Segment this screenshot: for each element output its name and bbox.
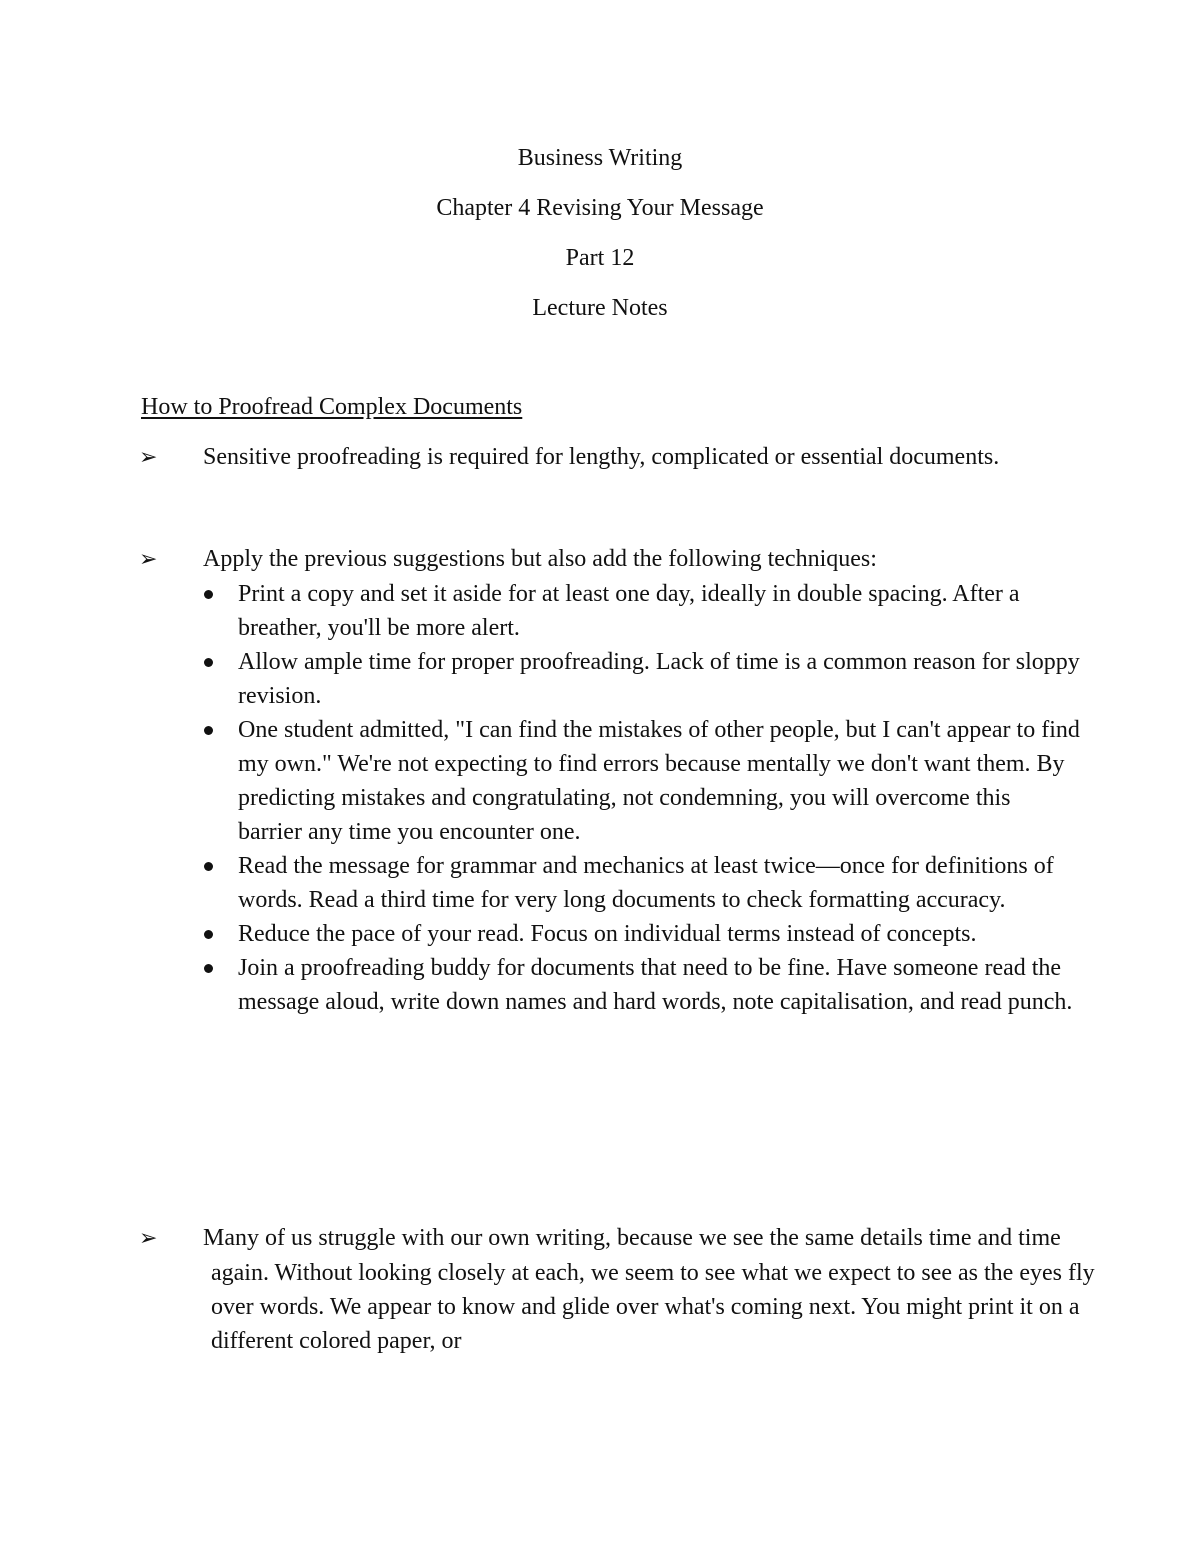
- techniques-list: [200, 577, 1080, 1019]
- point-sensitive-proofreading: [139, 440, 1111, 475]
- chapter-title: Chapter 4 Revising Your Message: [436, 195, 764, 221]
- section-heading: How to Proofread Complex Documents: [141, 394, 523, 420]
- round-bullet-icon: [204, 726, 213, 735]
- point-text: Sensitive proofreading is required for lengthy, complicated or essential documents.: [203, 444, 1000, 470]
- arrowhead-bullet-icon: ➢: [139, 445, 158, 470]
- lecture-notes-label: Lecture Notes: [532, 295, 668, 321]
- list-item: [200, 713, 1080, 849]
- point-apply-suggestions: [139, 542, 1111, 577]
- round-bullet-icon: [204, 862, 213, 871]
- arrowhead-bullet-icon: ➢: [139, 1226, 158, 1251]
- list-item-text: One student admitted, "I can find the mistakes of other people, but I can't appear to find my own." We're not expecting to find errors because mentally we don't want them. By predicting mistakes and congratulating, not condemning, you will overcome this barrier any time you encounter one.: [238, 717, 1080, 845]
- list-item-text: Print a copy and set it aside for at least one day, ideally in double spacing. After a breather, you'll be more alert.: [238, 581, 1020, 641]
- list-item-text: Read the message for grammar and mechanics at least twice—once for definitions of words. Read a third time for very long documents to check formatting accuracy.: [238, 853, 1054, 913]
- round-bullet-icon: [204, 658, 213, 667]
- list-item-text: Allow ample time for proper proofreading. Lack of time is a common reason for sloppy revision.: [238, 649, 1080, 709]
- list-item: [200, 951, 1080, 1019]
- list-item: [200, 645, 1080, 713]
- list-item: [200, 917, 1080, 951]
- round-bullet-icon: [204, 590, 213, 599]
- round-bullet-icon: [204, 964, 213, 973]
- course-title: Business Writing: [517, 145, 683, 171]
- point-text: Apply the previous suggestions but also add the following techniques:: [203, 546, 877, 572]
- list-item: [200, 577, 1080, 645]
- list-item-text: Reduce the pace of your read. Focus on individual terms instead of concepts.: [238, 921, 977, 947]
- arrowhead-bullet-icon: ➢: [139, 547, 158, 572]
- point-text: Many of us struggle with our own writing, because we see the same details time and time again. Without looking closely at each, we seem to see what we expect to see as the eyes fly over words. We appear to know and glide over what's coming next. You might print it on a different colored paper, or: [203, 1225, 1095, 1354]
- part-label: Part 12: [565, 245, 635, 271]
- list-item-text: Join a proofreading buddy for documents that need to be fine. Have someone read the message aloud, write down names and hard words, note capitalisation, and read punch.: [238, 955, 1073, 1015]
- list-item: [200, 849, 1080, 917]
- round-bullet-icon: [204, 930, 213, 939]
- point-own-writing: [139, 1221, 1111, 1358]
- title-block: [0, 141, 1200, 341]
